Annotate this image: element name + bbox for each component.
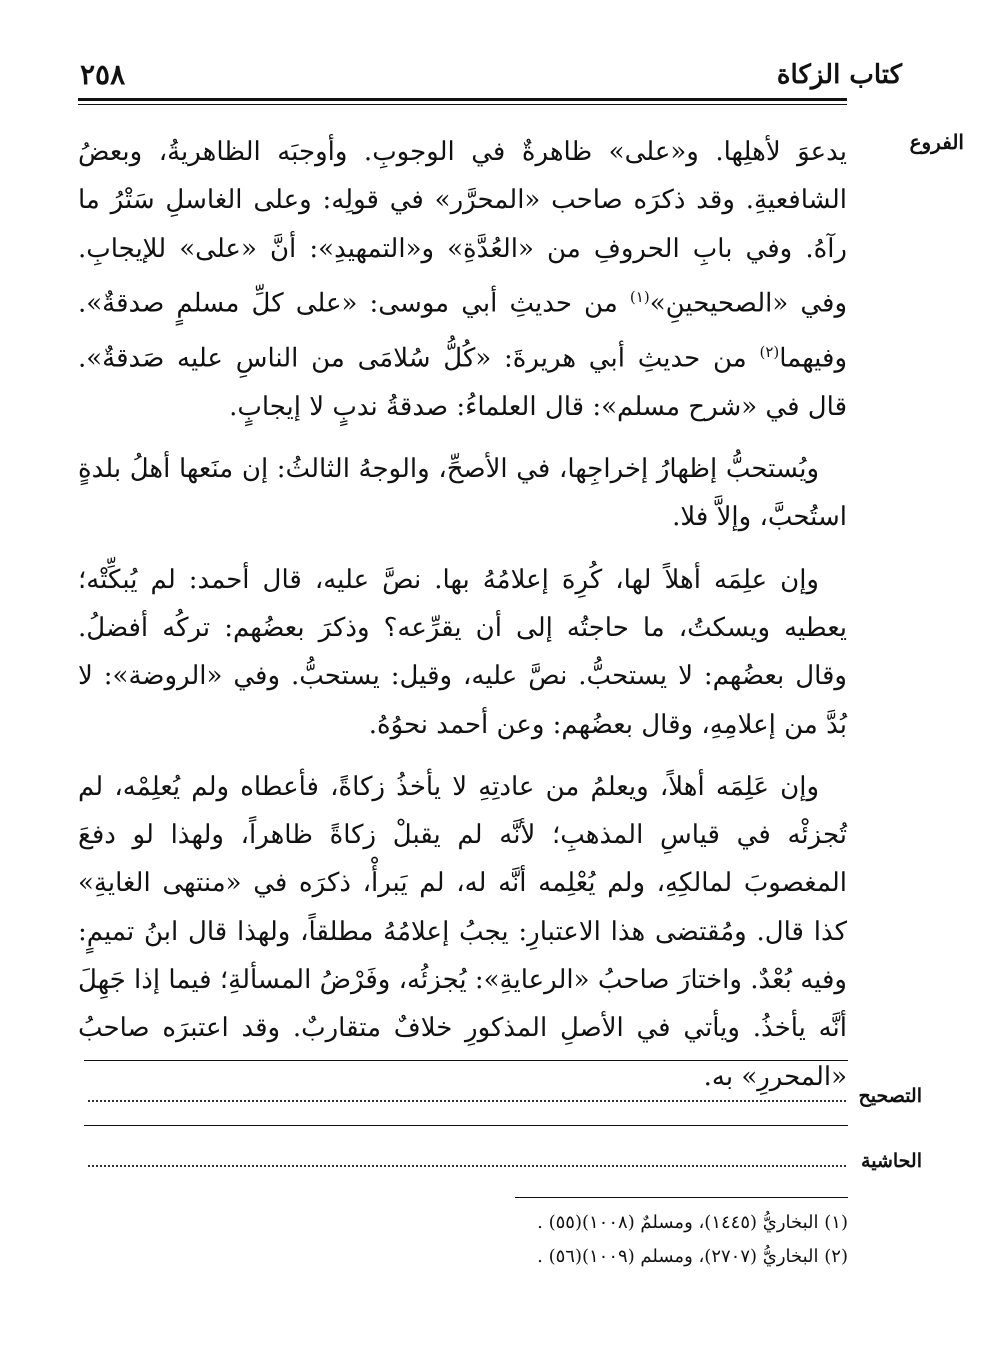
running-header-title: كتاب الزكاة	[776, 60, 902, 90]
paragraph	[78, 128, 847, 431]
header-rule-thick	[78, 98, 847, 101]
header-rule-thin	[78, 104, 847, 105]
margin-label: الفروع	[909, 130, 964, 154]
separator-line	[84, 1060, 848, 1061]
paragraph: ويُستحبُّ إظهارُ إخراجِها، في الأصحِّ، والوجهُ الثالثُ: إن منَعها أهلُ بلدةٍ استُحبَّ، وإلاَّ فلا.	[78, 454, 847, 533]
main-text	[78, 128, 847, 1115]
paragraph: وإن عَلِمَه أهلاً، ويعلمُ من عادتِهِ لا يأخذُ زكاةً، فأعطاه ولم يُعلِمْه، لم تُجزئْه في قياسِ المذهبِ؛ لأنَّه لم يقبلْ زكاةً ظاهراً، ولهذا لو دفعَ المغصوبَ لمالكِهِ، ولم يُعْلِمه أنَّه له، لم يَبرأْ، ذكرَه في «منتهى الغايةِ» كذا قال. ومُقتضى هذا الاعتبارِ: يجبُ إعلامُهُ مطلقاً، ولهذا قال ابنُ تميمٍ: وفيه بُعْدٌ. واختارَ صاحبُ «الرعايةِ»: يُجزئُه، وفَرْضُ المسألةِ؛ فيما إذا جَهِلَ أنَّه يأخذُ. ويأتي في الأصلِ المذكورِ خلافٌ متقاربٌ. وقد اعتبرَه صاحبُ «المحررِ» به.	[78, 771, 847, 1092]
footnote-marker: (١)	[629, 287, 650, 306]
paragraph-text: من حديثِ أبي هريرةَ: «كُلُّ سُلامَى من الناسِ عليه صَدقةٌ». قال في «شرح مسلم»: قال العلماءُ: صدقةُ ندبٍ لا إيجابٍ.	[78, 343, 847, 422]
footnote-2: (٢) البخاريُّ (٢٧٠٧)، ومسلم (١٠٠٩)(٥٦) .	[537, 1246, 848, 1267]
page-number: ٢٥٨	[80, 58, 126, 91]
footnote-1: (١) البخاريُّ (١٤٤٥)، ومسلمٌ (١٠٠٨)(٥٥) .	[537, 1212, 848, 1233]
footnote-rule	[515, 1197, 848, 1198]
correction-dotted-line	[88, 1100, 846, 1102]
annotation-dotted-line	[88, 1165, 846, 1167]
correction-label: التصحيح	[858, 1085, 922, 1107]
paragraph-text: من حديثِ أبي موسى: «على كلِّ مسلمٍ صدقةٌ». وفيهما	[78, 288, 848, 374]
paragraph-text: يدعوَ لأهلِها. و«على» ظاهرةٌ في الوجوبِ. وأوجبَه الظاهريةُ، وبعضُ الشافعيةِ. وقد ذكرَه صاحب «المحرَّر» في قولِه: وعلى الغاسلِ سَتْرُ ما رآهُ. وفي بابِ الحروفِ من «العُدَّةِ» و«التمهيدِ»: أنَّ «على» للإيجابِ. وفي «الصحيحينِ»	[78, 137, 848, 319]
paragraph: وإن علِمَه أهلاً لها، كُرِهَ إعلامُهُ بها. نصَّ عليه، قال أحمد: لم يُبكِّتْه؛ يعطيه ويسكتُ، ما حاجتُه إلى أن يقرِّعه؟ وذكرَ بعضُهم: تركُه أفضلُ. وقال بعضُهم: لا يستحبُّ. نصَّ عليه، وقيل: يستحبُّ. وفي «الروضة»: لا بُدَّ من إعلامِهِ، وقال بعضُهم: وعن أحمد نحوُهُ.	[78, 564, 847, 740]
separator-line	[84, 1125, 848, 1126]
annotation-label: الحاشية	[861, 1150, 922, 1172]
footnote-marker: (٢)	[759, 342, 780, 361]
